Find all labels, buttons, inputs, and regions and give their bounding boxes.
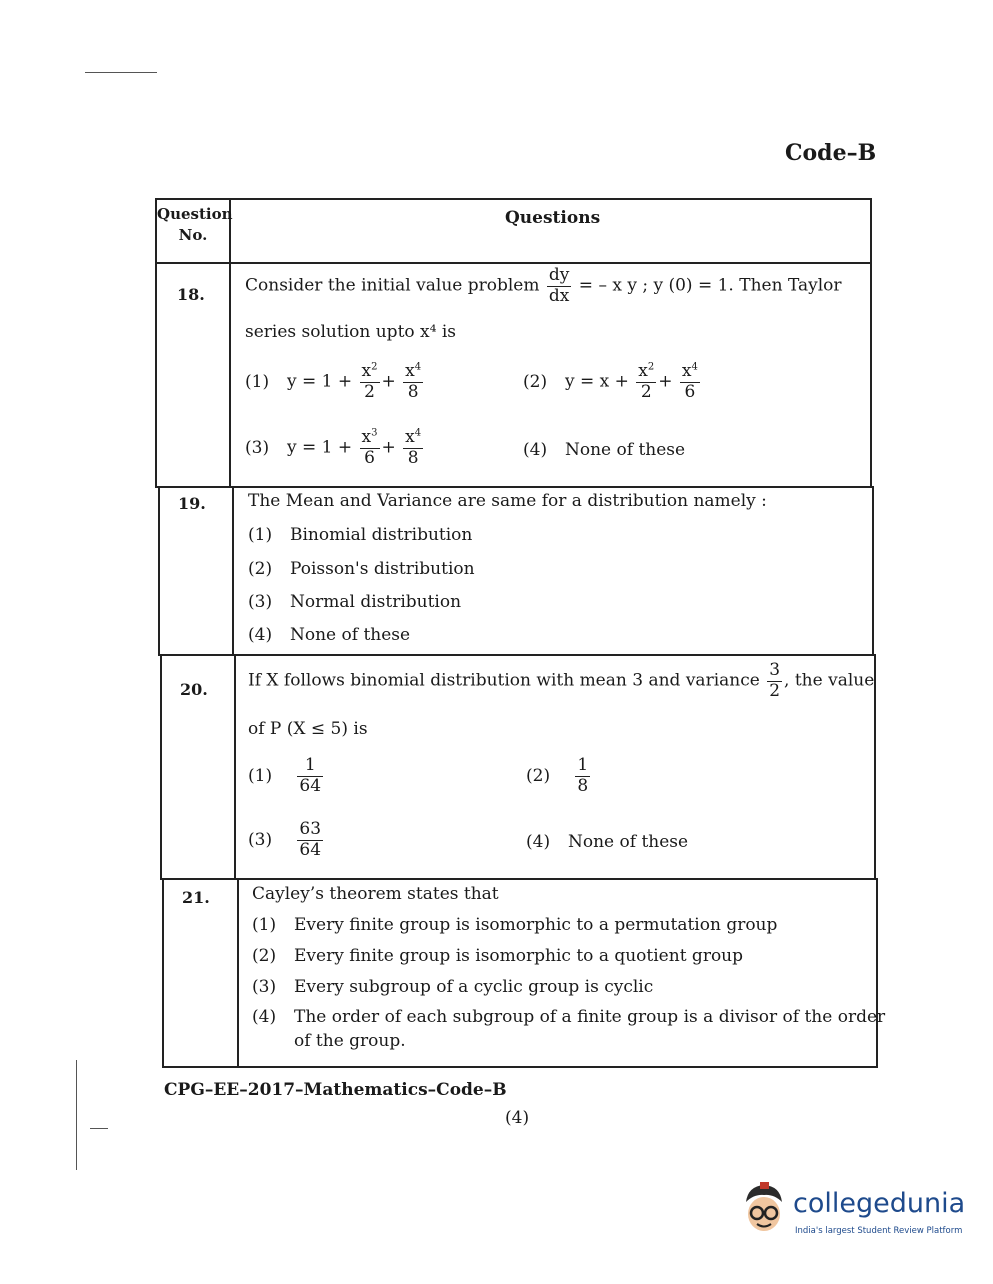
option-4 (523, 440, 685, 460)
question-row-19 (158, 486, 874, 656)
option-numerator: 63 (299, 819, 322, 839)
column-header-line1: Question (157, 205, 233, 223)
fraction-numerator: 3 (769, 660, 781, 680)
stem-text: If X follows binomial distribution with mean 3 and variance (248, 670, 760, 691)
question-row-21 (162, 878, 886, 1068)
option-2 (248, 559, 475, 579)
option-text: None of these (568, 832, 689, 852)
option-text: Every subgroup of a cyclic group is cyclic (294, 977, 654, 997)
option-label: (2) (248, 559, 273, 579)
option-text: None of these (565, 440, 686, 460)
stem-text: = – x y ; y (0) = 1. Then Taylor (578, 275, 842, 296)
question-stem (248, 661, 874, 701)
column-divider (229, 264, 231, 486)
stem-text: Consider the initial value problem (245, 275, 540, 296)
option-label: (4) (523, 440, 548, 460)
option-text: Every finite group is isomorphic to a quotient group (294, 946, 744, 966)
option-3 (252, 977, 653, 997)
option-1: (1) y = 1 + $\frac{x^2}{2}$ + $\frac{x^4}{8}$ (245, 361, 422, 402)
option-label: (4) (248, 625, 273, 645)
table-header-row (155, 198, 872, 264)
option-label: (3) (248, 592, 273, 612)
option-label: (3) (252, 977, 277, 997)
option-text: None of these (290, 625, 411, 645)
option-label: (4) (252, 1007, 277, 1027)
option-text: The order of each subgroup of a finite group is a divisor of the order (294, 1007, 886, 1027)
paper-code: Code–B (785, 140, 877, 166)
question-stem: The Mean and Variance are same for a distribution namely : (248, 491, 767, 511)
question-row-20 (160, 654, 876, 880)
brand-name: collegedunia (793, 1188, 966, 1219)
column-header-questions: Questions (505, 208, 601, 228)
option-denominator: 64 (299, 775, 322, 796)
variance-fraction (767, 661, 782, 701)
option-label: (1) (245, 371, 270, 392)
column-divider (234, 656, 236, 878)
scan-mark-top (85, 72, 157, 73)
option-denominator: 8 (577, 775, 589, 796)
brand-tagline: India's largest Student Review Platform (795, 1226, 963, 1236)
option-4 (248, 625, 410, 645)
question-row-18 (155, 262, 872, 488)
option-label: (1) (252, 915, 277, 935)
option-3 (248, 820, 325, 860)
mascot-icon (738, 1180, 790, 1240)
option-text: Binomial distribution (290, 525, 473, 545)
option-label: (1) (248, 525, 273, 545)
scan-mark-left (76, 1060, 77, 1170)
question-number: 19. (178, 494, 206, 513)
column-header-question-no (157, 204, 233, 246)
option-1 (252, 915, 777, 935)
column-divider (232, 488, 234, 654)
option-label: (2) (523, 371, 548, 392)
option-denominator: 64 (299, 839, 322, 860)
option-text: Poisson's distribution (290, 559, 475, 579)
column-divider (237, 880, 239, 1066)
collegedunia-logo (738, 1180, 966, 1245)
question-stem-line2: of P (X ≤ 5) is (248, 719, 368, 739)
option-1 (248, 756, 325, 796)
fraction-numerator: dy (548, 265, 570, 285)
column-header-line2: No. (178, 226, 208, 244)
option-2 (526, 756, 592, 796)
page-number: (4) (505, 1108, 530, 1128)
question-number: 20. (180, 680, 208, 699)
option-numerator: 1 (577, 755, 589, 775)
question-stem-line2: series solution upto x⁴ is (245, 322, 457, 342)
paper-footer: CPG–EE–2017–Mathematics–Code–B (164, 1080, 507, 1100)
option-label: (2) (526, 765, 551, 786)
fraction-denominator: 2 (769, 680, 781, 701)
option-4-continued: of the group. (294, 1031, 406, 1051)
dy-dx-fraction (547, 266, 572, 306)
option-3 (248, 592, 461, 612)
option-2 (252, 946, 743, 966)
option-1 (248, 525, 472, 545)
option-4 (252, 1007, 885, 1027)
question-number: 21. (182, 888, 210, 907)
fraction-denominator: dx (548, 285, 570, 306)
scan-mark-bottom (90, 1128, 108, 1129)
option-2: (2) y = x + $\frac{x^2}{2}$ + $\frac{x^4}{6}$ (523, 361, 698, 402)
option-label: (4) (526, 832, 551, 852)
option-3: (3) y = 1 + $\frac{x^3}{6}$ + $\frac{x^4}{8}$ (245, 427, 422, 468)
question-stem (245, 266, 842, 306)
option-label: (3) (245, 437, 270, 458)
option-text: Normal distribution (290, 592, 462, 612)
option-label: (1) (248, 765, 273, 786)
option-4 (526, 832, 688, 852)
option-label: (3) (248, 829, 273, 850)
option-text: Every finite group is isomorphic to a permutation group (294, 915, 778, 935)
question-stem: Cayley’s theorem states that (252, 884, 499, 904)
stem-text: , the value (784, 670, 875, 691)
option-label: (2) (252, 946, 277, 966)
option-numerator: 1 (297, 756, 323, 777)
question-number: 18. (177, 285, 205, 304)
